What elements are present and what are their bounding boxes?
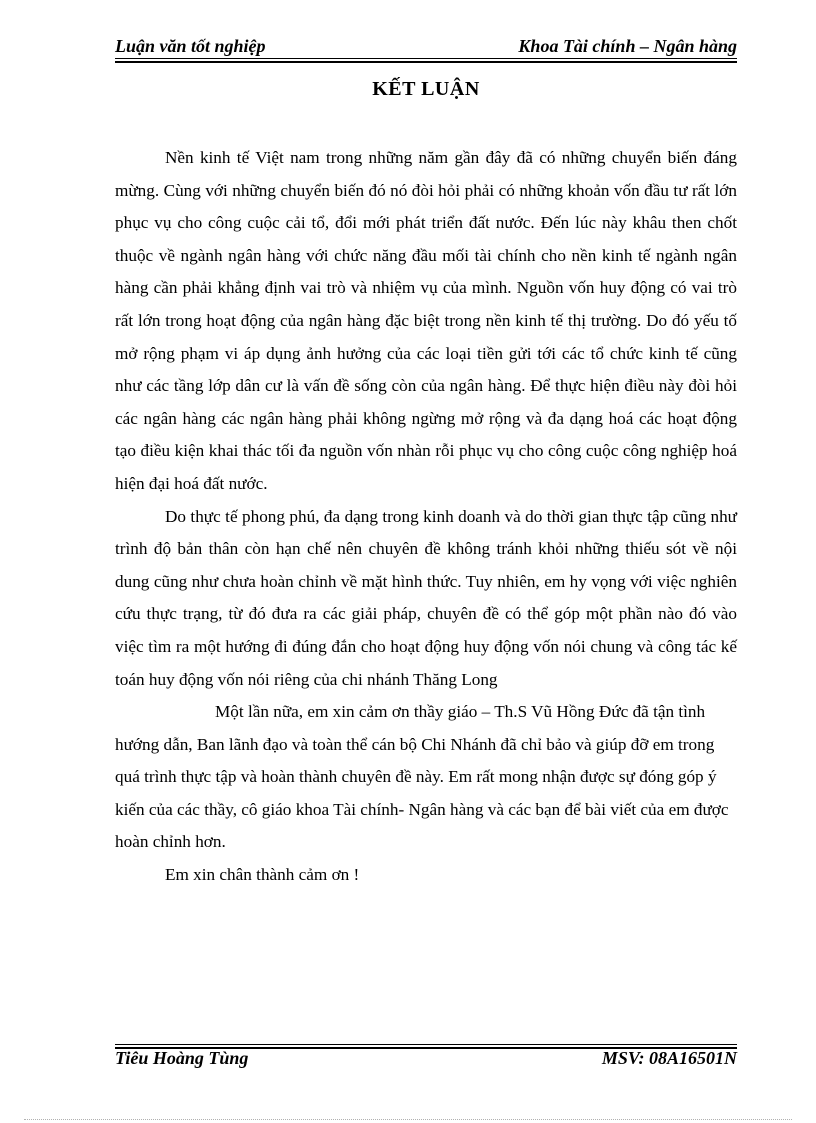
header-divider (115, 58, 737, 63)
page-title: KẾT LUẬN (372, 78, 480, 100)
paragraph-closing: Em xin chân thành cảm ơn ! (165, 865, 360, 885)
page-footer (115, 1048, 737, 1072)
paragraph-limitations: Do thực tế phong phú, đa dạng trong kinh doanh và do thời gian thực tập cũng như trình độ bản thân còn hạn chế nên chuyên đề không tránh khỏi những thiếu sót về nội dung cũng như chưa hoàn chỉnh về mặt hình thức. Tuy nhiên, em hy vọng với việc nghiên cứu thực trạng, từ đó đưa ra các giải pháp, chuyên đề có thể góp một phần nào đó vào việc tìm ra một hướng đi đúng đắn cho hoạt động huy động vốn nói chung và công tác kế toán huy động vốn nói riêng của chi nhánh Thăng Long (115, 506, 737, 689)
footer-student-id: MSV: 08A16501N (601, 1048, 737, 1068)
paragraph-thanks: Một lần nữa, em xin cảm ơn thầy giáo – Th.S Vũ Hồng Đức đã tận tình hướng dẫn, Ban lãnh đạo và toàn thể cán bộ Chi Nhánh đã chỉ bảo và giúp đỡ em trong quá trình thực tập và hoàn thành chuyên đề này. Em rất mong nhận được sự đóng góp ý kiến của các thầy, cô giáo khoa Tài chính- Ngân hàng và các bạn để bài viết của em được hoàn chỉnh hơn. (115, 702, 729, 852)
page-header (115, 36, 737, 60)
footer-author: Tiêu Hoàng Tùng (115, 1048, 249, 1068)
header-thesis-label: Luận văn tốt nghiệp (115, 36, 266, 56)
paragraph-intro: Nền kinh tế Việt nam trong những năm gần đây đã có những chuyển biến đáng mừng. Cùng với những chuyển biến đó nó đòi hỏi phải có những khoản vốn đầu tư rất lớn phục vụ cho công cuộc cải tổ, đổi mới phát triển đất nước. Đến lúc này khâu then chốt thuộc về ngành ngân hàng với chức năng đầu mối tài chính cho nền kinh tế ngành ngân hàng cần phải khẳng định vai trò và nhiệm vụ của mình. Nguồn vốn huy động có vai trò rất lớn trong hoạt động của ngân hàng đặc biệt trong nền kinh tế thị trường. Do đó yếu tố mở rộng phạm vi áp dụng ảnh hưởng của các loại tiền gửi tới các tổ chức kinh tế cũng như các tầng lớp dân cư là vấn đề sống còn của ngân hàng. Để thực hiện điều này đòi hỏi các ngân hàng các ngân hàng phải không ngừng mở rộng và đa dạng hoá các hoạt động tạo điều kiện khai thác tối đa nguồn vốn nhàn rỗi phục vụ cho công cuộc công nghiệp hoá hiện đại hoá đất nước. (115, 148, 737, 493)
document-body (115, 142, 737, 892)
header-faculty-label: Khoa Tài chính – Ngân hàng (518, 36, 737, 56)
page-edge-line (24, 1119, 792, 1120)
